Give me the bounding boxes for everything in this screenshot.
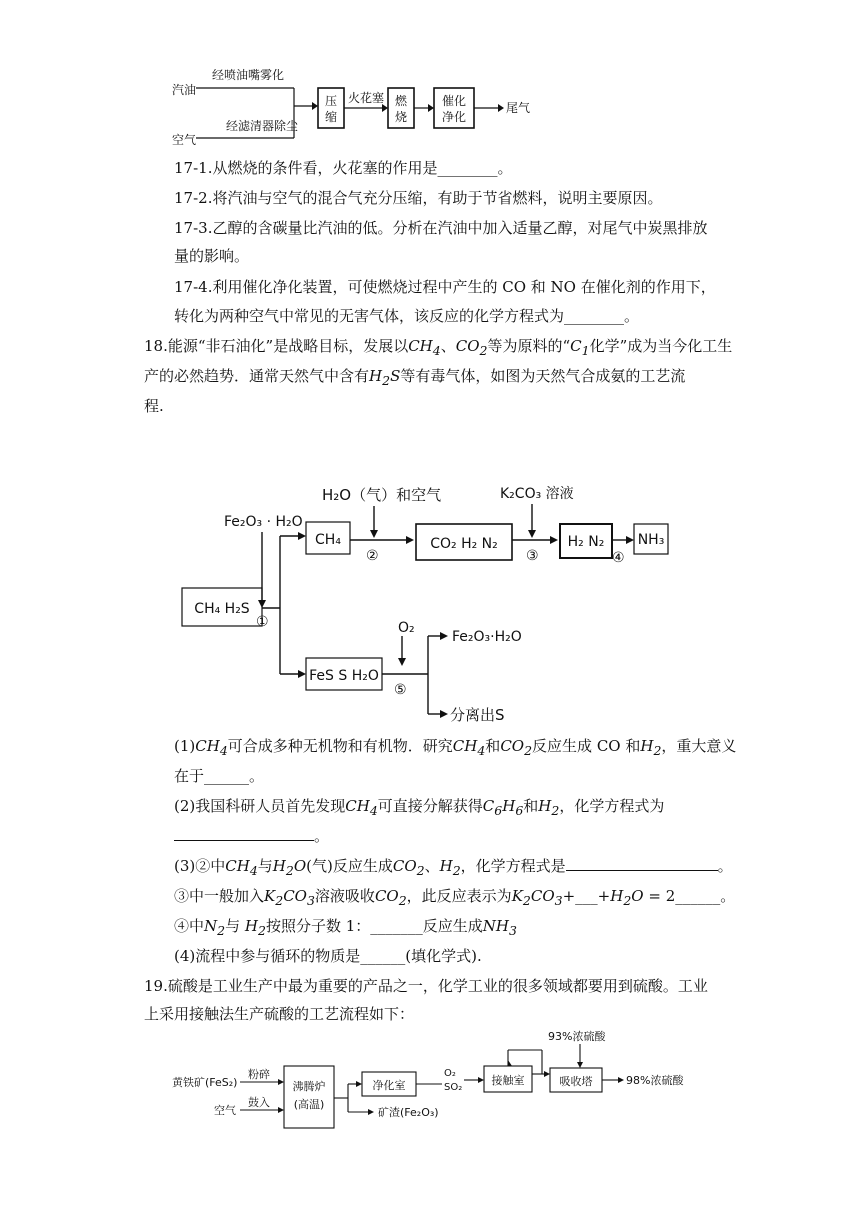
ammonia-process-diagram bbox=[170, 474, 690, 724]
step-1: ① bbox=[256, 614, 269, 630]
reagent-h2o-air: H₂O（气）和空气 bbox=[322, 486, 442, 504]
box-ch4-label: CH₄ bbox=[315, 532, 341, 548]
reagent-k2co3: K₂CO₃ 溶液 bbox=[500, 486, 574, 502]
output-slag: 矿渣(Fe₂O₃) bbox=[378, 1106, 439, 1119]
svg-text:缩: 缩 bbox=[324, 110, 338, 124]
input-air-label: 鼓入 bbox=[248, 1096, 270, 1109]
box-compress-label: 压 bbox=[324, 94, 338, 108]
step-5: ⑤ bbox=[394, 682, 407, 698]
q17-4-line2: 转化为两种空气中常见的无害气体，该反应的化学方程式为________。 bbox=[174, 307, 640, 325]
box-purify-label: 净化室 bbox=[372, 1079, 406, 1092]
q17-4-line1: 17-4.利用催化净化装置，可使燃烧过程中产生的 CO 和 NO 在催化剂的作用下， bbox=[174, 278, 716, 296]
box-feed-label: CH₄ H₂S bbox=[194, 601, 250, 617]
label-acid-93: 93%浓硫酸 bbox=[548, 1030, 606, 1043]
q17-2: 17-2.将汽油与空气的混合气充分压缩，有助于节省燃料，说明主要原因。 bbox=[174, 189, 663, 207]
q18-intro-line1: 18.能源“非石油化”是战略目标，发展以$CH_4$、$CO_2$等为原料的“$C_1$化学”成为当今化工生 bbox=[144, 337, 733, 358]
q18-4: (4)流程中参与循环的物质是______(填化学式). bbox=[174, 947, 482, 965]
box-boiler-label: 沸腾炉 bbox=[292, 1080, 326, 1093]
svg-text:烧: 烧 bbox=[394, 110, 408, 124]
svg-text:催化: 催化 bbox=[441, 94, 467, 108]
q18-3-line3: ④中$N_2$与 $H_2$按照分子数 1：_______反应生成$NH_3$ bbox=[174, 917, 517, 938]
step-2: ② bbox=[366, 548, 379, 564]
box-co2-h2-n2-label: CO₂ H₂ N₂ bbox=[430, 536, 498, 552]
q17-3-line2: 量的影响。 bbox=[174, 247, 250, 265]
output-sulfur: 分离出S bbox=[450, 706, 505, 724]
input-air: 空气 bbox=[172, 133, 197, 147]
reagent-o2: O₂ bbox=[398, 620, 415, 636]
svg-text:燃: 燃 bbox=[394, 94, 408, 108]
q18-2-line2: 。 bbox=[174, 826, 329, 846]
label-so2: SO₂ bbox=[444, 1082, 463, 1093]
q18-1-line1: $(1)CH_4$可合成多种无机物和有机物．研究$CH_4$和$CO_2$反应生成 CO 和$H_2$，重大意义 bbox=[174, 737, 737, 758]
label-o2: O₂ bbox=[444, 1068, 456, 1079]
box-fes-s-h2o-label: FeS S H₂O bbox=[309, 668, 379, 684]
sulfuric-acid-diagram bbox=[170, 1028, 690, 1132]
q18-2-line1: (2)我国科研人员首先发现$CH_4$可直接分解获得$C_6H_6$和$H_2$，化学方程式为 bbox=[174, 797, 665, 818]
q18-3-line1: (3)②中$CH_4$与$H_2O$(气)反应生成$CO_2$、$H_2$，化学方程式是 。 bbox=[174, 857, 733, 878]
q17-3-line1: 17-3.乙醇的含碳量比汽油的低。分析在汽油中加入适量乙醇，对尾气中炭黑排放 bbox=[174, 219, 708, 237]
box-h2-n2-label: H₂ N₂ bbox=[567, 534, 605, 550]
output-fe2o3-h2o: Fe₂O₃·H₂O bbox=[452, 629, 522, 645]
q19-line1: 19.硫酸是工业生产中最为重要的产品之一，化学工业的很多领域都要用到硫酸。工业 bbox=[144, 977, 708, 995]
box-boiler-sublabel: (高温) bbox=[293, 1098, 325, 1111]
path-label-atomize: 经喷油嘴雾化 bbox=[212, 68, 285, 82]
svg-text:净化: 净化 bbox=[441, 110, 467, 124]
q18-3-line2: ③中一般加入$K_2CO_3$溶液吸收$CO_2$，此反应表示为$K_2CO_3+\_\_\_+H_2O$ = 2______。 bbox=[174, 887, 736, 908]
path-label-filter: 经滤清器除尘 bbox=[226, 119, 299, 133]
box-absorb-label: 吸收塔 bbox=[559, 1075, 593, 1088]
q17-1: 17-1.从燃烧的条件看，火花塞的作用是________。 bbox=[174, 159, 513, 177]
input-air: 空气 bbox=[214, 1104, 236, 1117]
engine-flow-diagram bbox=[168, 58, 538, 150]
input-gasoline: 汽油 bbox=[172, 83, 197, 97]
input-pyrite-label: 粉碎 bbox=[248, 1068, 270, 1081]
reagent-fe2o3: Fe₂O₃ · H₂O bbox=[224, 514, 303, 530]
box-boiler bbox=[284, 1066, 334, 1128]
output-acid-98: 98%浓硫酸 bbox=[626, 1074, 684, 1087]
q18-intro-line3: 程. bbox=[144, 397, 164, 415]
q18-1-line2: 在于______。 bbox=[174, 767, 265, 785]
edge-label-spark: 火花塞 bbox=[348, 91, 385, 105]
box-nh3-label: NH₃ bbox=[637, 532, 665, 548]
output-exhaust: 尾气 bbox=[506, 101, 531, 115]
step-3: ③ bbox=[526, 548, 539, 564]
q19-line2: 上采用接触法生产硫酸的工艺流程如下： bbox=[144, 1005, 415, 1023]
box-contact-label: 接触室 bbox=[491, 1074, 525, 1087]
input-pyrite: 黄铁矿(FeS₂) bbox=[172, 1076, 238, 1089]
step-4: ④ bbox=[612, 550, 625, 566]
q18-intro-line2: 产的必然趋势．通常天然气中含有$H_2S$等有毒气体，如图为天然气合成氨的工艺流 bbox=[144, 367, 686, 388]
